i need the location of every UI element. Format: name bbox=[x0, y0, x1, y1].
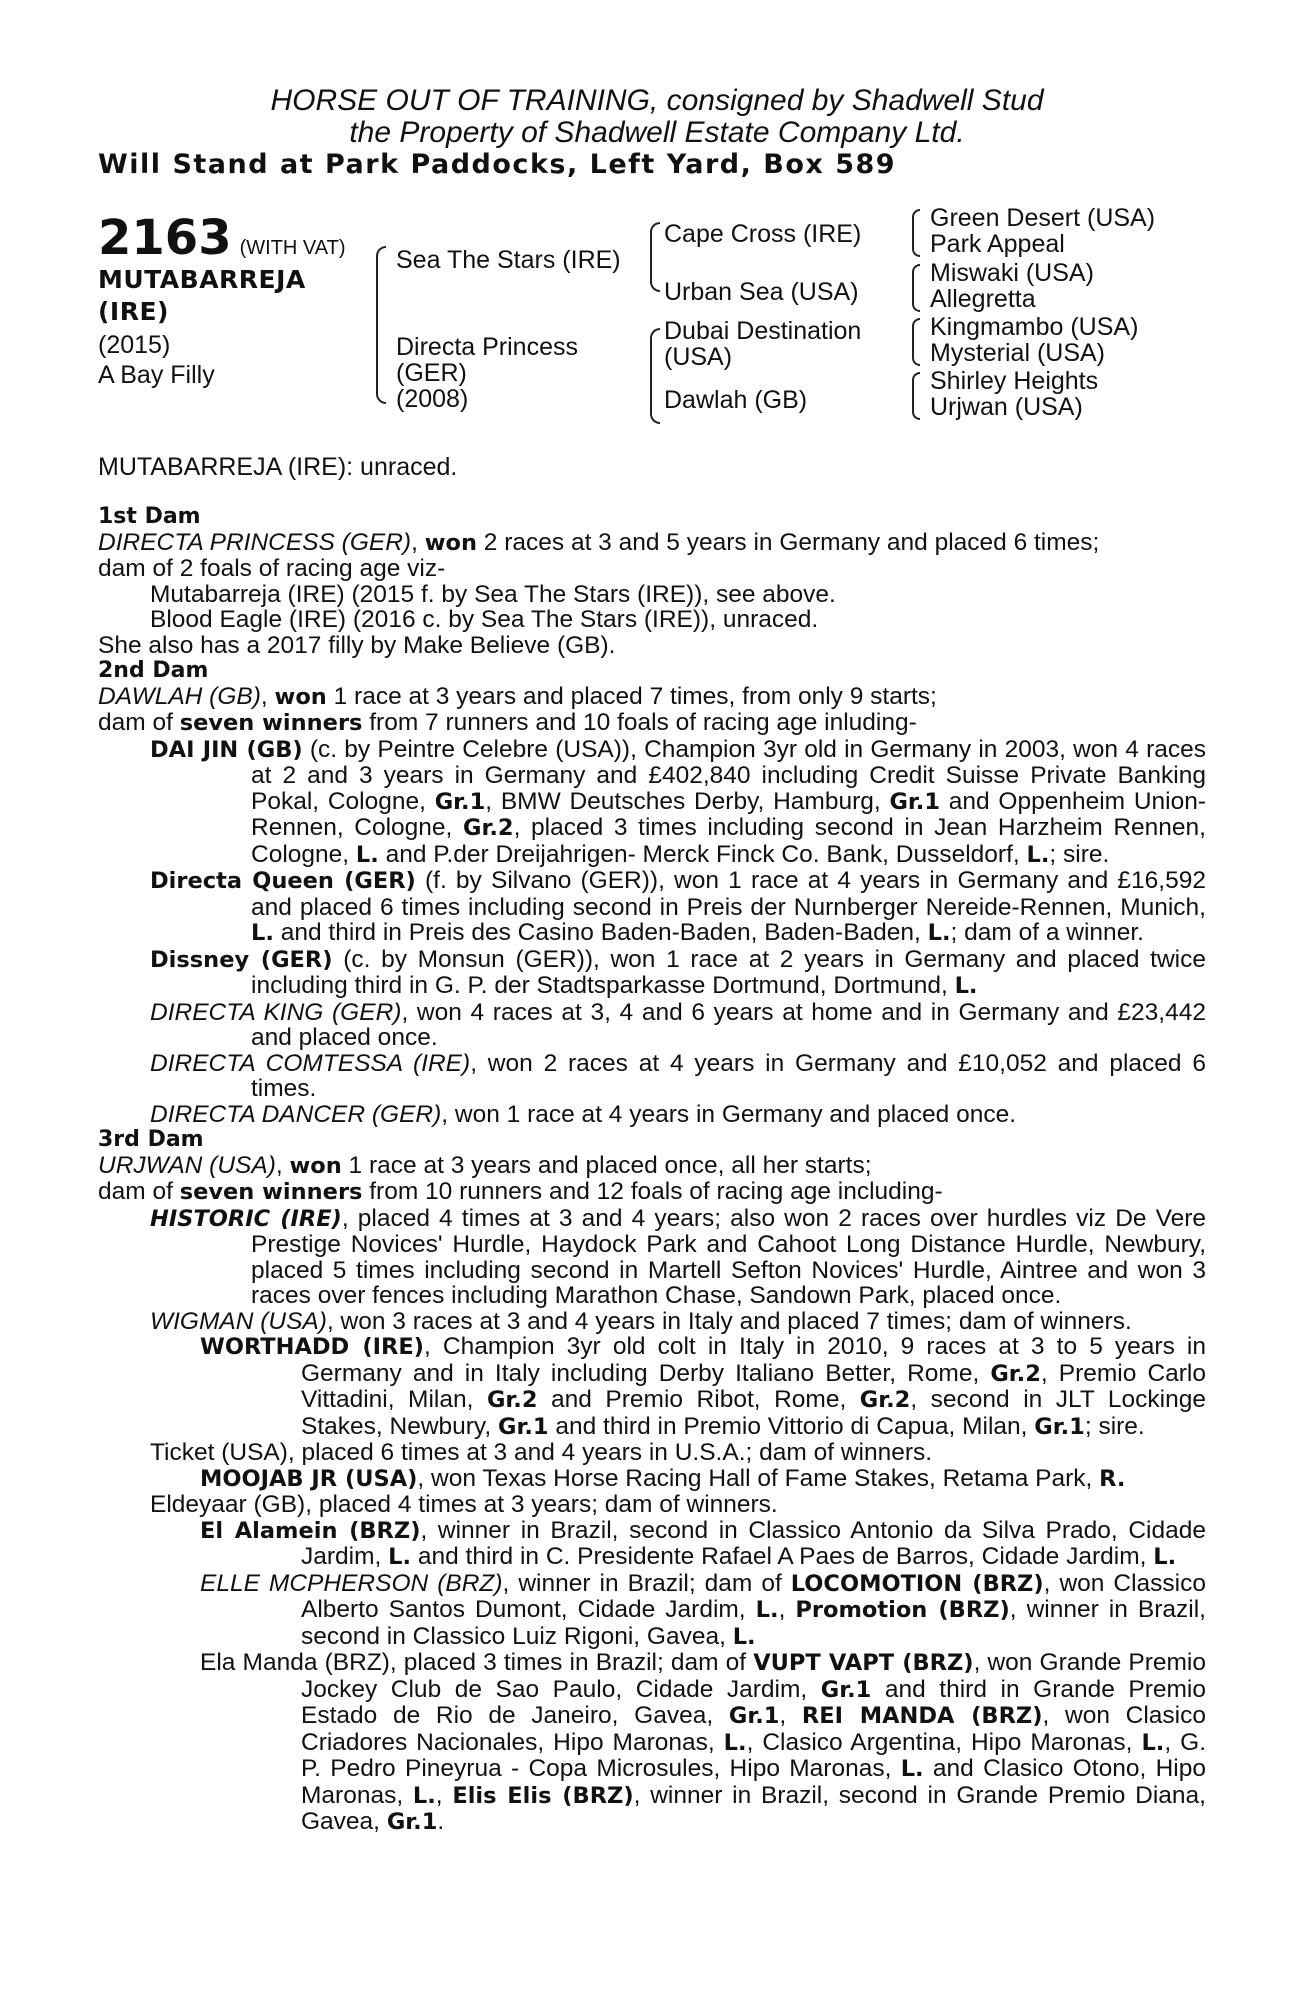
first-dam-foal: Mutabarreja (IRE) (2015 f. by Sea The Stars (IRE)), see above. bbox=[150, 580, 836, 608]
sss: Green Desert (USA) bbox=[930, 204, 1156, 232]
sire-sire-parents bbox=[930, 205, 1155, 257]
stabling-line: Will Stand at Park Paddocks, Left Yard, Box 589 bbox=[98, 149, 897, 180]
first-dam-foal: Blood Eagle (IRE) (2016 c. by Sea The Stars (IRE)), unraced. bbox=[150, 606, 819, 633]
third-dam-summary: URJWAN (USA), won 1 race at 3 years and placed once, all her starts; bbox=[98, 1151, 872, 1179]
pedigree-brace-dam bbox=[650, 328, 660, 424]
dds: Shirley Heights bbox=[930, 367, 1099, 395]
second-dam-heading: 2nd Dam bbox=[98, 658, 209, 683]
brace-dd bbox=[912, 372, 920, 420]
grand-produce-entry: Ela Manda (BRZ), placed 3 times in Brazil; dam of VUPT VAPT (BRZ), won Grande Premio Jockey Club de Sao Paulo, Cidade Jardim, Gr.1 and third in Grande Premio Estado de Rio de Janeiro, Gavea, Gr.1, REI MANDA (BRZ), won Clasico Criadores Nacionales, Hipo Maronas, L., Clasico Argentina, Hipo Maronas, L., G. P. Pedro Pineyrua - Copa Microsules, Hipo Maronas, L. and Clasico Otono, Hipo Maronas, L., Elis Elis (BRZ), winner in Brazil, second in Grande Premio Diana, Gavea, Gr.1. bbox=[200, 1649, 1207, 1835]
dam-sire-line2: (USA) bbox=[664, 343, 733, 371]
first-dam-note: She also has a 2017 filly by Make Believe (GB). bbox=[98, 631, 616, 659]
lot-number-block bbox=[98, 212, 346, 264]
grand-produce-entry: ELLE MCPHERSON (BRZ), winner in Brazil; dam of LOCOMOTION (BRZ), won Classico Alberto Santos Dumont, Cidade Jardim, L., Promotion (BRZ), winner in Brazil, second in Classico Luiz Rigoni, Gavea, L. bbox=[200, 1569, 1206, 1650]
third-dam-produce-intro: dam of seven winners from 10 runners and 12 foals of racing age including- bbox=[98, 1178, 943, 1205]
produce-entry: DIRECTA DANCER (GER), won 1 race at 4 years in Germany and placed once. bbox=[150, 1100, 1017, 1128]
dam-dam-parents bbox=[930, 368, 1098, 420]
dam-sire-parents bbox=[930, 314, 1138, 366]
ddd: Urjwan (USA) bbox=[930, 393, 1083, 421]
grand-produce-entry: MOOJAB JR (USA), won Texas Horse Racing Hall of Fame Stakes, Retama Park, R. bbox=[200, 1464, 1126, 1492]
produce-entry: HISTORIC (IRE), placed 4 times at 3 and 4 years; also won 2 races over hurdles viz De Vere Prestige Novices' Hurdle, Haydock Park and Cahoot Long Distance Hurdle, Newbury, placed 5 times including second in Martell Sefton Novices' Hurdle, Aintree and won 3 races over fences including Marathon Chase, Sandown Park, placed once. bbox=[150, 1204, 1207, 1309]
dss: Kingmambo (USA) bbox=[930, 313, 1139, 341]
third-dam-heading: 3rd Dam bbox=[98, 1127, 204, 1152]
grand-produce-entry: El Alamein (BRZ), winner in Brazil, second in Classico Antonio da Silva Prado, Cidade Jardim, L. and third in C. Presidente Rafael A Paes de Barros, Cidade Jardim, L. bbox=[200, 1516, 1206, 1570]
dam-line2: (GER) bbox=[396, 359, 467, 387]
foaling-year: (2015) bbox=[98, 331, 171, 359]
dam-sire-line1: Dubai Destination bbox=[664, 317, 862, 345]
produce-entry: DIRECTA KING (GER), won 4 races at 3, 4 and 6 years at home and in Germany and £23,442 and placed once. bbox=[150, 998, 1206, 1051]
pedigree-brace-sire bbox=[650, 222, 660, 292]
horse-description: A Bay Filly bbox=[98, 361, 215, 389]
sds: Miswaki (USA) bbox=[930, 259, 1094, 287]
dam-line3: (2008) bbox=[396, 385, 469, 413]
horse-name-line2: (IRE) bbox=[98, 297, 169, 326]
produce-entry: DIRECTA COMTESSA (IRE), won 2 races at 4 years in Germany and £10,052 and placed 6 times. bbox=[150, 1049, 1206, 1102]
first-dam-heading: 1st Dam bbox=[98, 504, 201, 529]
dam-line1: Directa Princess bbox=[396, 333, 578, 361]
horse-name bbox=[98, 264, 306, 328]
brace-ds bbox=[912, 318, 920, 366]
vat-note: (WITH VAT) bbox=[239, 237, 346, 259]
dam bbox=[396, 334, 578, 412]
pedigree-brace-main bbox=[376, 246, 386, 404]
sire-sire: Cape Cross (IRE) bbox=[664, 220, 862, 248]
produce-entry: Dissney (GER) (c. by Monsun (GER)), won 1 race at 2 years in Germany and placed twice including third in G. P. der Stadtsparkasse Dortmund, Dortmund, L. bbox=[150, 945, 1206, 999]
produce-entry: Eldeyaar (GB), placed 4 times at 3 years; dam of winners. bbox=[150, 1491, 778, 1518]
pedigree-notes bbox=[98, 504, 1206, 1836]
dsd: Mysterial (USA) bbox=[930, 339, 1106, 367]
second-dam-produce-intro: dam of seven winners from 7 runners and 10 foals of racing age inluding- bbox=[98, 709, 917, 736]
horse-name-line1: MUTABARREJA bbox=[98, 265, 306, 294]
sire-dam-parents bbox=[930, 260, 1094, 312]
consignor-line: HORSE OUT OF TRAINING, consigned by Shadwell Stud bbox=[270, 84, 1044, 117]
first-dam-foals-intro: dam of 2 foals of racing age viz- bbox=[98, 555, 446, 582]
dam-sire bbox=[664, 318, 861, 370]
lot-number: 2163 bbox=[98, 210, 232, 266]
grand-produce-entry: WORTHADD (IRE), Champion 3yr old colt in Italy in 2010, 9 races at 3 to 5 years in Germany and in Italy including Derby Italiano Better, Rome, Gr.2, Premio Carlo Vittadini, Milan, Gr.2 and Premio Ribot, Rome, Gr.2, second in JLT Lockinge Stakes, Newbury, Gr.1 and third in Premio Vittorio di Capua, Milan, Gr.1; sire. bbox=[200, 1333, 1207, 1440]
produce-entry: Ticket (USA), placed 6 times at 3 and 4 years in U.S.A.; dam of winners. bbox=[150, 1439, 933, 1466]
sire-dam: Urban Sea (USA) bbox=[664, 278, 859, 306]
sdd: Allegretta bbox=[930, 285, 1036, 313]
dam-dam: Dawlah (GB) bbox=[664, 386, 808, 414]
first-dam-summary: DIRECTA PRINCESS (GER), won 2 races at 3 and 5 years in Germany and placed 6 times; bbox=[98, 528, 1100, 556]
produce-entry: Directa Queen (GER) (f. by Silvano (GER)), won 1 race at 4 years in Germany and £16,592 and placed 6 times including second in Preis der Nurnberger Nereide-Rennen, Munich, L. and third in Preis des Casino Baden-Baden, Baden-Baden, L.; dam of a winner. bbox=[150, 867, 1206, 946]
sire: Sea The Stars (IRE) bbox=[396, 246, 621, 274]
brace-sd bbox=[912, 264, 920, 312]
produce-entry: WIGMAN (USA), won 3 races at 3 and 4 years in Italy and placed 7 times; dam of winners. bbox=[150, 1307, 1132, 1335]
produce-entry: DAI JIN (GB) (c. by Peintre Celebre (USA)), Champion 3yr old in Germany in 2003, won 4 races at 2 and 3 years in Germany and £402,840 including Credit Suisse Private Banking Pokal, Cologne, Gr.1, BMW Deutsches Derby, Hamburg, Gr.1 and Oppenheim Union-Rennen, Cologne, Gr.2, placed 3 times including second in Jean Harzheim Rennen, Cologne, L. and P.der Dreijahrigen- Merck Finck Co. Bank, Dusseldorf, L.; sire. bbox=[150, 735, 1207, 868]
ssd: Park Appeal bbox=[930, 230, 1065, 258]
second-dam-summary: DAWLAH (GB), won 1 race at 3 years and placed 7 times, from only 9 starts; bbox=[98, 682, 937, 710]
property-line: the Property of Shadwell Estate Company Ltd. bbox=[349, 116, 965, 149]
race-summary: MUTABARREJA (IRE): unraced. bbox=[98, 453, 458, 481]
brace-ss bbox=[912, 209, 920, 257]
